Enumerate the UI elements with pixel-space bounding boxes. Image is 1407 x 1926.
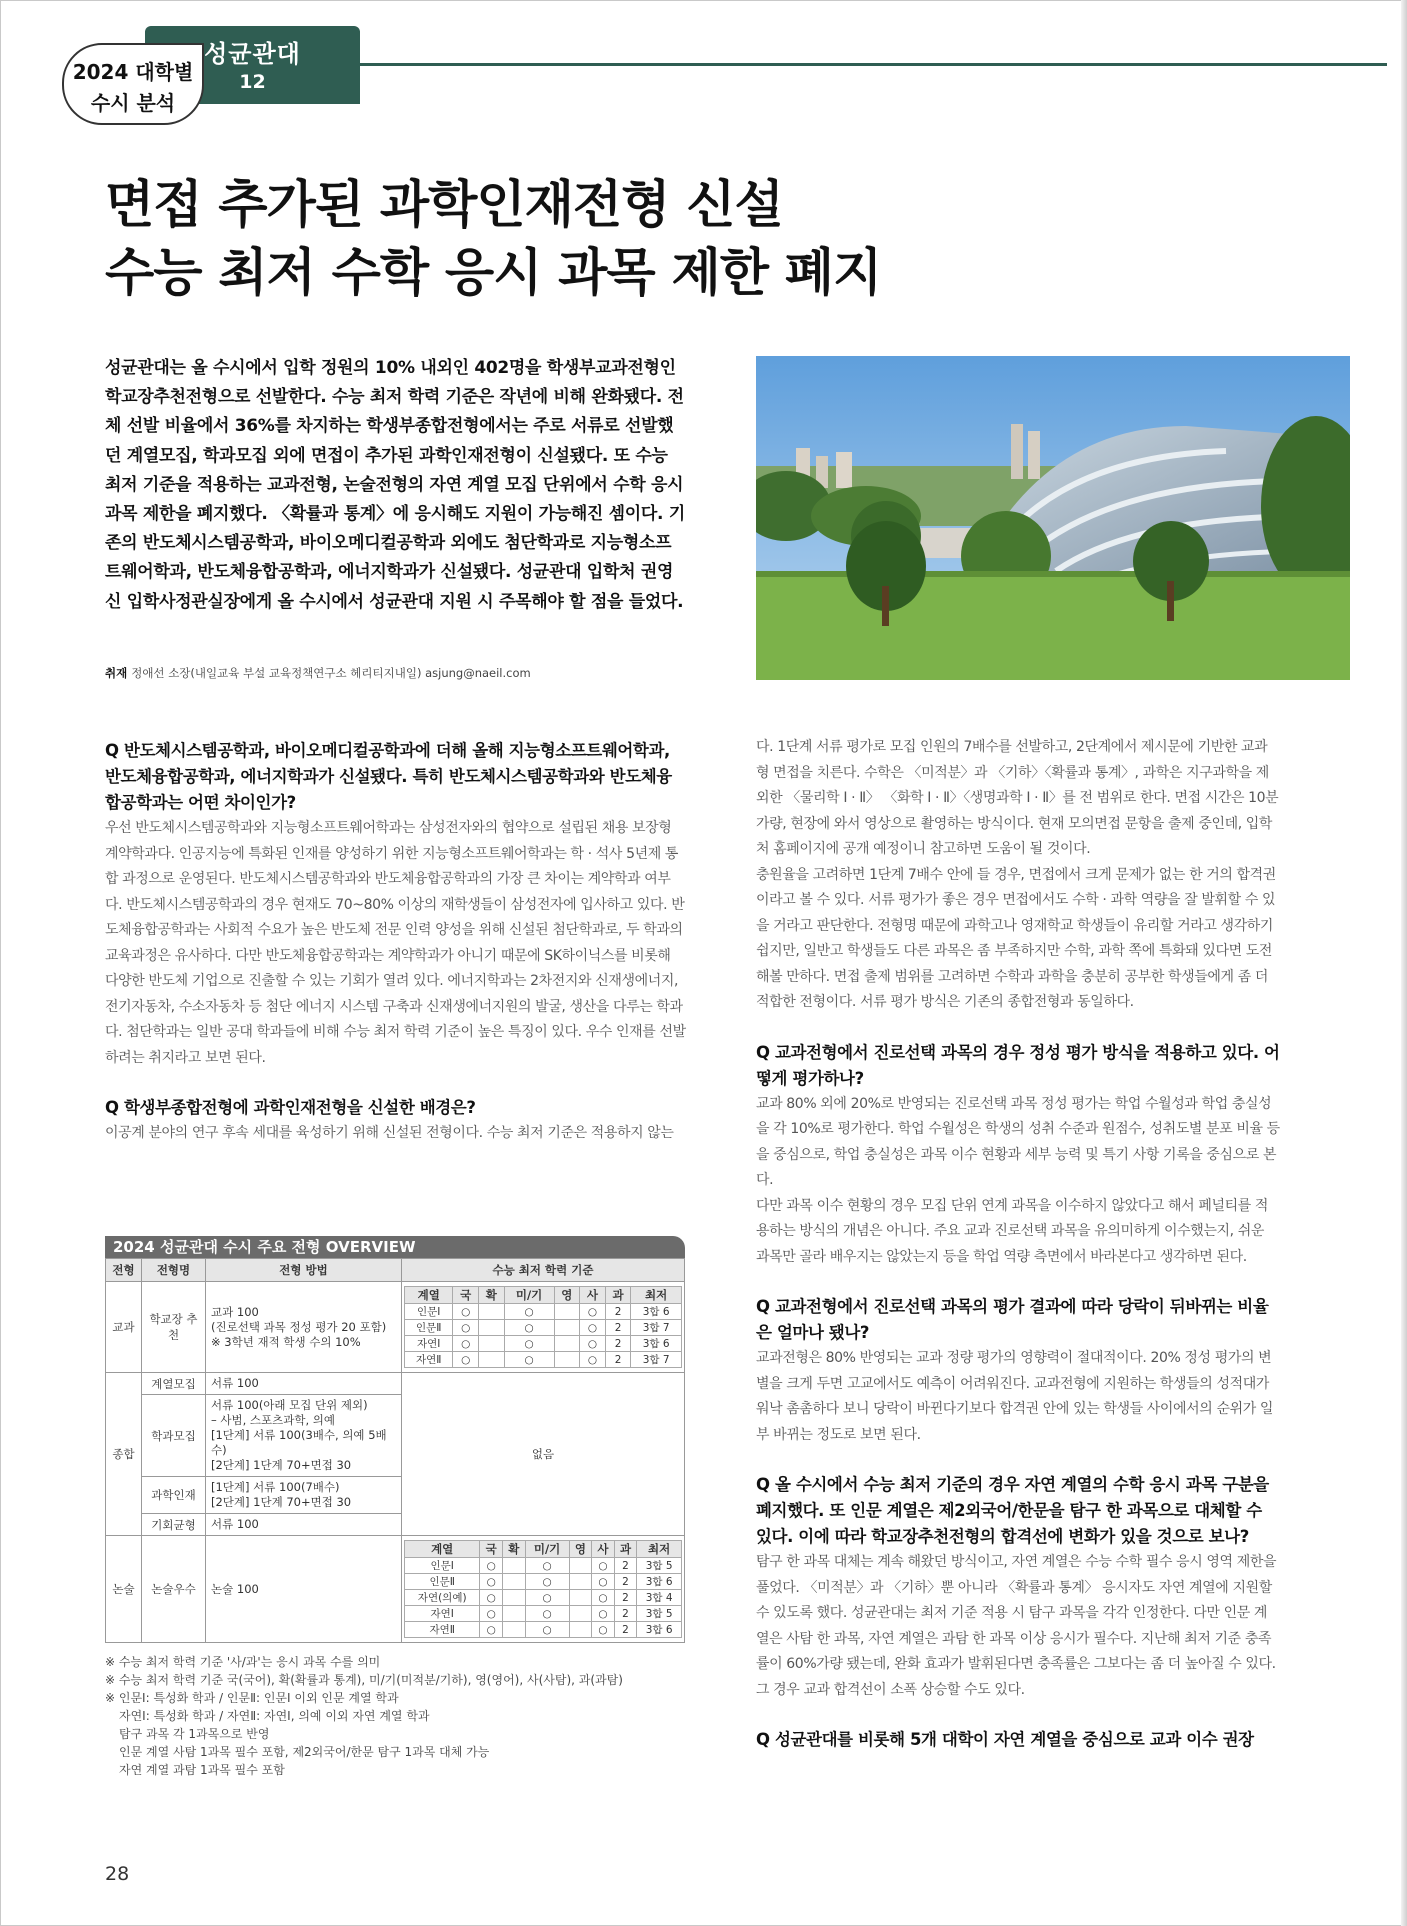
header-rule	[190, 63, 1387, 66]
sub-cell: ○	[592, 1590, 615, 1606]
credit-text: 정애선 소장(내일교육 부설 교육정책연구소 헤리티지내일) asjung@naeil.com	[131, 666, 531, 680]
sub-cell	[554, 1304, 580, 1320]
question-5: Q 올 수시에서 수능 최저 기준의 경우 자연 계열의 수학 응시 과목 구분을 폐지했다. 또 인문 계열은 제2외국어/한문을 탐구 한 과목으로 대체할 수 있다. 이에 따라 학교장추천전형의 합격선에 변화가 있을 것으로 보나?	[756, 1475, 1269, 1546]
answer-2: 이공계 분야의 연구 후속 세대를 육성하기 위해 신설된 전형이다. 수능 최저 기준은 적용하지 않는	[105, 1125, 674, 1141]
table-row	[106, 1373, 685, 1395]
method-line: 서류 100(아래 모집 단위 제외)	[211, 1398, 368, 1412]
sub-cell: 2	[614, 1606, 637, 1622]
method-line: 교과 100	[211, 1304, 259, 1319]
sub-cell	[502, 1622, 525, 1638]
sub-cell: ○	[592, 1622, 615, 1638]
overview-table	[105, 1258, 685, 1643]
method-line: [2단계] 1단계 70+면접 30	[211, 1495, 352, 1509]
name-gyeyeol: 계열모집	[142, 1373, 206, 1395]
sub-header: 계열	[405, 1287, 453, 1304]
sub-cell	[502, 1558, 525, 1574]
sub-cell: ○	[580, 1304, 606, 1320]
sub-cell: 3합 6	[631, 1336, 682, 1352]
sub-header: 사	[592, 1541, 615, 1558]
sub-cell: 3합 5	[637, 1558, 682, 1574]
sub-cell: ○	[525, 1590, 569, 1606]
sub-cell: 자연Ⅱ	[405, 1622, 480, 1638]
sub-cell: 3합 7	[631, 1320, 682, 1336]
table-notes	[105, 1653, 685, 1779]
sub-cell	[554, 1320, 580, 1336]
minimum-jonghap: 없음	[402, 1373, 685, 1536]
sub-cell	[569, 1622, 592, 1638]
sub-cell	[479, 1304, 505, 1320]
sub-cell	[502, 1590, 525, 1606]
sub-cell: 자연Ⅰ	[405, 1336, 453, 1352]
method-line: [2단계] 1단계 70+면접 30	[211, 1458, 352, 1472]
sub-cell: 3합 4	[637, 1590, 682, 1606]
sub-row	[405, 1622, 682, 1638]
sub-cell: ○	[525, 1606, 569, 1622]
sub-header: 과	[614, 1541, 637, 1558]
method-gihoe: 서류 100	[206, 1514, 402, 1536]
sub-cell	[502, 1574, 525, 1590]
minimum-subtable	[404, 1540, 682, 1638]
sub-cell: 3합 6	[631, 1304, 682, 1320]
sub-row	[405, 1574, 682, 1590]
headline-line-1: 면접 추가된 과학인재전형 신설	[105, 176, 783, 235]
sub-cell: ○	[453, 1320, 479, 1336]
sub-cell: ○	[504, 1336, 554, 1352]
question-6: Q 성균관대를 비롯해 5개 대학이 자연 계열을 중심으로 교과 이수 권장	[756, 1730, 1254, 1749]
sub-cell: 2	[614, 1622, 637, 1638]
sub-cell: ○	[480, 1606, 503, 1622]
minimum-nonsul	[402, 1536, 685, 1643]
name-gwahak: 과학인재	[142, 1477, 206, 1514]
sub-cell	[569, 1590, 592, 1606]
sub-row	[405, 1304, 682, 1320]
question-4: Q 교과전형에서 진로선택 과목의 평가 결과에 따라 당락이 뒤바뀌는 비율은 얼마나 됐나?	[756, 1297, 1269, 1342]
sub-row	[405, 1320, 682, 1336]
sub-header-row	[405, 1541, 682, 1558]
sub-cell: ○	[480, 1622, 503, 1638]
sub-cell: 2	[614, 1590, 637, 1606]
reporter-credit	[105, 665, 705, 681]
sub-cell	[502, 1606, 525, 1622]
sub-header: 최저	[637, 1541, 682, 1558]
table-row	[106, 1536, 685, 1643]
sub-cell: 자연Ⅱ	[405, 1352, 453, 1368]
sub-cell	[569, 1558, 592, 1574]
sub-cell: ○	[480, 1558, 503, 1574]
sub-cell: ○	[480, 1590, 503, 1606]
sub-cell: 3합 7	[631, 1352, 682, 1368]
overview-header-row	[106, 1259, 685, 1282]
sub-cell: 인문Ⅱ	[405, 1320, 453, 1336]
sub-header: 미/기	[525, 1541, 569, 1558]
table-row	[106, 1282, 685, 1373]
table-note: 자연Ⅰ: 특성화 학과 / 자연Ⅱ: 자연Ⅰ, 의예 이외 자연 계열 학과	[119, 1709, 430, 1723]
sub-row	[405, 1590, 682, 1606]
sub-cell: 인문Ⅰ	[405, 1304, 453, 1320]
campus-building-image	[756, 356, 1350, 680]
sub-cell	[479, 1352, 505, 1368]
sub-cell: ○	[453, 1304, 479, 1320]
sub-header: 확	[502, 1541, 525, 1558]
sub-cell: ○	[480, 1574, 503, 1590]
method-kyogwa	[206, 1282, 402, 1373]
article-column-right	[756, 735, 1280, 1753]
page-number: 28	[105, 1863, 130, 1885]
series-line-1: 2024 대학별	[72, 60, 194, 84]
sub-header: 영	[554, 1287, 580, 1304]
minimum-subtable	[404, 1286, 682, 1368]
sub-cell: 3합 5	[637, 1606, 682, 1622]
answer-1: 우선 반도체시스템공학과와 지능형소프트웨어학과는 삼성전자와의 협약으로 설립된 채용 보장형 계약학과다. 인공지능에 특화된 인재를 양성하기 위한 지능형소프트웨어학과는 학 · 석사 5년제 통합 과정으로 운영된다. 반도체시스템공학과와 반도체융합공학과의 가장 큰 차이는 계약학과 여부다. 반도체시스템공학과의 경우 현재도 70~80% 이상의 재학생들이 삼성전자에 입사하고 있다. 반도체융합공학과는 사회적 수요가 높은 반도체 전문 인력 양성을 위해 신설된 첨단학과로, 두 학과의 교육과정은 유사하다. 다만 반도체융합공학과는 계약학과가 아니기 때문에 SK하이닉스를 비롯해 다양한 반도체 기업으로 진출할 수 있는 기회가 열려 있다. 에너지학과는 2차전지와 신재생에너지, 전기자동차, 수소자동차 등 첨단 에너지 시스템 구축과 신재생에너지원의 발굴, 생산을 다루는 학과다. 첨단학과는 일반 공대 학과들에 비해 수능 최저 학력 기준이 높은 특징이 있다. 우수 인재를 선발하려는 취지라고 보면 된다.	[105, 820, 686, 1066]
sub-cell	[569, 1574, 592, 1590]
name-nonsul: 논술우수	[142, 1536, 206, 1643]
method-hakgwa	[206, 1395, 402, 1477]
sub-cell: ○	[580, 1336, 606, 1352]
question-1: Q 반도체시스템공학과, 바이오메디컬공학과에 더해 올해 지능형소프트웨어학과, 반도체융합공학과, 에너지학과가 신설됐다. 특히 반도체시스템공학과와 반도체융합공학과는 어떤 차이인가?	[105, 741, 672, 812]
minimum-kyogwa	[402, 1282, 685, 1373]
overview-table-title: 2024 성균관대 수시 주요 전형 OVERVIEW	[105, 1236, 685, 1258]
sub-header: 계열	[405, 1541, 480, 1558]
sub-cell: ○	[453, 1352, 479, 1368]
method-line: [1단계] 서류 100(3배수, 의예 5배수)	[211, 1428, 387, 1457]
table-note: ※ 수능 최저 학력 기준 국(국어), 확(확률과 통계), 미/기(미적분/기하), 영(영어), 사(사탐), 과(과탐)	[105, 1673, 623, 1687]
sub-cell: 인문Ⅰ	[405, 1558, 480, 1574]
sub-cell	[479, 1320, 505, 1336]
sub-cell: ○	[592, 1606, 615, 1622]
sub-cell: 2	[605, 1352, 631, 1368]
header-jeonhyeong: 전형	[106, 1259, 142, 1282]
sub-cell: ○	[525, 1558, 569, 1574]
sub-row	[405, 1606, 682, 1622]
header-method: 전형 방법	[206, 1259, 402, 1282]
sub-cell: ○	[592, 1574, 615, 1590]
sub-row	[405, 1352, 682, 1368]
question-2: Q 학생부종합전형에 과학인재전형을 신설한 배경은?	[105, 1098, 476, 1117]
table-note: 탐구 과목 각 1과목으로 반영	[119, 1727, 270, 1741]
lead-paragraph: 성균관대는 올 수시에서 입학 정원의 10% 내외인 402명을 학생부교과전형인 학교장추천전형으로 선발한다. 수능 최저 학력 기준은 작년에 비해 완화됐다. 전체 선발 비율에서 36%를 차지하는 학생부종합전형에서는 주로 서류로 선발했던 계열모집, 학과모집 외에 면접이 추가된 과학인재전형이 신설됐다. 또 수능 최저 기준을 적용하는 교과전형, 논술전형의 자연 계열 모집 단위에서 수학 응시 과목 제한을 폐지했다. 〈확률과 통계〉에 응시해도 지원이 가능해진 셈이다. 기존의 반도체시스템공학과, 바이오메디컬공학과 외에도 첨단학과로 지능형소프트웨어학과, 반도체융합공학과, 에너지학과가 신설됐다. 성균관대 입학처 권영신 입학사정관실장에게 올 수시에서 성균관대 지원 시 주목해야 할 점을 들었다.	[105, 358, 685, 612]
sub-cell: 3합 6	[637, 1574, 682, 1590]
sub-cell: ○	[592, 1558, 615, 1574]
headline-line-2: 수능 최저 수학 응시 과목 제한 폐지	[105, 244, 882, 303]
group-kyogwa: 교과	[106, 1282, 142, 1373]
question-3: Q 교과전형에서 진로선택 과목의 경우 정성 평가 방식을 적용하고 있다. 어떻게 평가하나?	[756, 1042, 1280, 1088]
sub-cell	[554, 1352, 580, 1368]
table-note: ※ 수능 최저 학력 기준 '사/과'는 응시 과목 수를 의미	[105, 1655, 381, 1669]
sub-header: 영	[569, 1541, 592, 1558]
method-gyeyeol: 서류 100	[206, 1373, 402, 1395]
sub-cell: 2	[605, 1304, 631, 1320]
group-nonsul: 논술	[106, 1536, 142, 1643]
series-badge	[62, 43, 204, 125]
answer-3-p1: 교과 80% 외에 20%로 반영되는 진로선택 과목 정성 평가는 학업 수월성과 학업 충실성을 각 10%로 평가한다. 학업 수월성은 학생의 성취 수준과 원점수, 성취도별 분포 비율 등을 중심으로, 학업 충실성은 과목 이수 현황과 세부 능력 및 특기 사항 기록을 중심으로 본다.	[756, 1095, 1280, 1188]
sub-header: 국	[480, 1541, 503, 1558]
sub-cell: 자연Ⅰ	[405, 1606, 480, 1622]
answer-2-continued-p2: 충원율을 고려하면 1단계 7배수 안에 들 경우, 면접에서 크게 문제가 없는 한 거의 합격권이라고 볼 수 있다. 서류 평가가 좋은 경우 면접에서도 수학 · 과학 역량을 잘 발휘할 수 있을 거라고 판단한다. 전형명 때문에 과학고나 영재학교 학생들이 유리할 거라고 생각하기 쉽지만, 일반고 학생들도 다른 과목은 좀 부족하지만 수학, 과학 쪽에 특화돼 있다면 도전해볼 만하다. 면접 출제 범위를 고려하면 수학과 과학을 충분히 공부한 학생들에게 좀 더 적합한 전형이다. 서류 평가 방식은 기존의 종합전형과 동일하다.	[756, 866, 1276, 1010]
sub-cell: ○	[580, 1352, 606, 1368]
answer-2-continued-p1: 다. 1단계 서류 평가로 모집 인원의 7배수를 선발하고, 2단계에서 제시문에 기반한 교과형 면접을 치른다. 수학은 〈미적분〉과 〈기하〉〈확률과 통계〉, 과학은 지구과학을 제외한 〈물리학 Ⅰ · Ⅱ〉 〈화학 Ⅰ · Ⅱ〉〈생명과학 Ⅰ · Ⅱ〉를 전 범위로 한다. 면접 시간은 10분가량, 현장에 와서 영상으로 촬영하는 방식이다. 현재 모의면접 문항을 출제 중인데, 입학처 홈페이지에 공개 예정이니 참고하면 도움이 될 것이다.	[756, 739, 1279, 857]
sub-row	[405, 1558, 682, 1574]
campus-photo	[756, 356, 1350, 680]
sub-header: 미/기	[504, 1287, 554, 1304]
sub-cell: 2	[614, 1558, 637, 1574]
sub-cell: ○	[525, 1622, 569, 1638]
sub-cell: ○	[525, 1574, 569, 1590]
table-note: 자연 계열 과탐 1과목 필수 포함	[119, 1763, 285, 1777]
name-school-recommend: 학교장 추천	[142, 1282, 206, 1373]
sub-header: 확	[479, 1287, 505, 1304]
answer-4: 교과전형은 80% 반영되는 교과 정량 평가의 영향력이 절대적이다. 20% 정성 평가의 변별을 크게 두면 고교에서도 예측이 어려워진다. 교과전형에 지원하는 학생들의 성적대가 워낙 촘촘하다 보니 당락이 바뀐다기보다 합격권 안에 있는 학생들 사이에서의 순위가 일부 바뀌는 정도로 보면 된다.	[756, 1350, 1274, 1443]
sub-row	[405, 1336, 682, 1352]
sub-cell	[554, 1336, 580, 1352]
sub-header: 최저	[631, 1287, 682, 1304]
sub-cell: 인문Ⅱ	[405, 1574, 480, 1590]
sub-header: 국	[453, 1287, 479, 1304]
sub-cell: 2	[605, 1320, 631, 1336]
sub-cell: ○	[504, 1320, 554, 1336]
method-line: – 사범, 스포츠과학, 의예	[211, 1413, 336, 1427]
method-line: ※ 3학년 재적 학생 수의 10%	[211, 1334, 361, 1349]
table-note: ※ 인문Ⅰ: 특성화 학과 / 인문Ⅱ: 인문Ⅰ 이외 인문 계열 학과	[105, 1691, 399, 1705]
answer-3-p2: 다만 과목 이수 현황의 경우 모집 단위 연계 과목을 이수하지 않았다고 해서 페널티를 적용하는 방식의 개념은 아니다. 주요 교과 진로선택 과목을 유의미하게 이수했는지, 쉬운 과목만 골라 배우지는 않았는지 등을 학업 역량 측면에서 바라본다고 생각하면 된다.	[756, 1197, 1268, 1265]
method-line: (진로선택 과목 정성 평가 20 포함)	[211, 1319, 387, 1334]
table-note: 인문 계열 사탐 1과목 필수 포함, 제2외국어/한문 탐구 1과목 대체 가능	[119, 1745, 490, 1759]
sub-header-row	[405, 1287, 682, 1304]
method-gwahak	[206, 1477, 402, 1514]
sub-cell: 3합 6	[637, 1622, 682, 1638]
sub-cell: ○	[504, 1352, 554, 1368]
sub-cell	[479, 1336, 505, 1352]
sub-cell: ○	[580, 1320, 606, 1336]
header-minimum: 수능 최저 학력 기준	[402, 1259, 685, 1282]
sub-header: 사	[580, 1287, 606, 1304]
answer-5: 탐구 한 과목 대체는 계속 해왔던 방식이고, 자연 계열은 수능 수학 필수 응시 영역 제한을 풀었다. 〈미적분〉과 〈기하〉뿐 아니라 〈확률과 통계〉 응시자도 자연 계열에 지원할 수 있도록 했다. 성균관대는 최저 기준 적용 시 탐구 과목을 각각 인정한다. 다만 인문 계열은 사탐 한 과목, 자연 계열은 과탐 한 과목 이상 응시가 필수다. 지난해 최저 기준 충족률이 60%가량 됐는데, 완화 효과가 발휘된다면 충족률은 그보다는 좀 더 높아질 수 있다. 그 경우 교과 합격선이 소폭 상승할 수도 있다.	[756, 1554, 1277, 1698]
sub-cell: 자연(의예)	[405, 1590, 480, 1606]
article-column-left	[105, 738, 687, 1147]
headline	[105, 172, 1305, 308]
name-hakgwa: 학과모집	[142, 1395, 206, 1477]
university-number: 12	[239, 71, 266, 93]
overview-table-box	[105, 1236, 685, 1779]
method-nonsul: 논술 100	[206, 1536, 402, 1643]
sub-cell	[569, 1606, 592, 1622]
sub-cell: 2	[605, 1336, 631, 1352]
header-jeonhyeongmyeong: 전형명	[142, 1259, 206, 1282]
university-name: 성균관대	[204, 40, 301, 68]
series-line-2: 수시 분석	[90, 91, 176, 115]
page-edge-shadow	[1401, 0, 1407, 1926]
sub-cell: 2	[614, 1574, 637, 1590]
group-jonghap: 종합	[106, 1373, 142, 1536]
sub-cell: ○	[504, 1304, 554, 1320]
sub-cell: ○	[453, 1336, 479, 1352]
credit-label: 취재	[105, 666, 128, 680]
method-line: [1단계] 서류 100(7배수)	[211, 1480, 340, 1494]
sub-header: 과	[605, 1287, 631, 1304]
name-gihoe: 기회균형	[142, 1514, 206, 1536]
